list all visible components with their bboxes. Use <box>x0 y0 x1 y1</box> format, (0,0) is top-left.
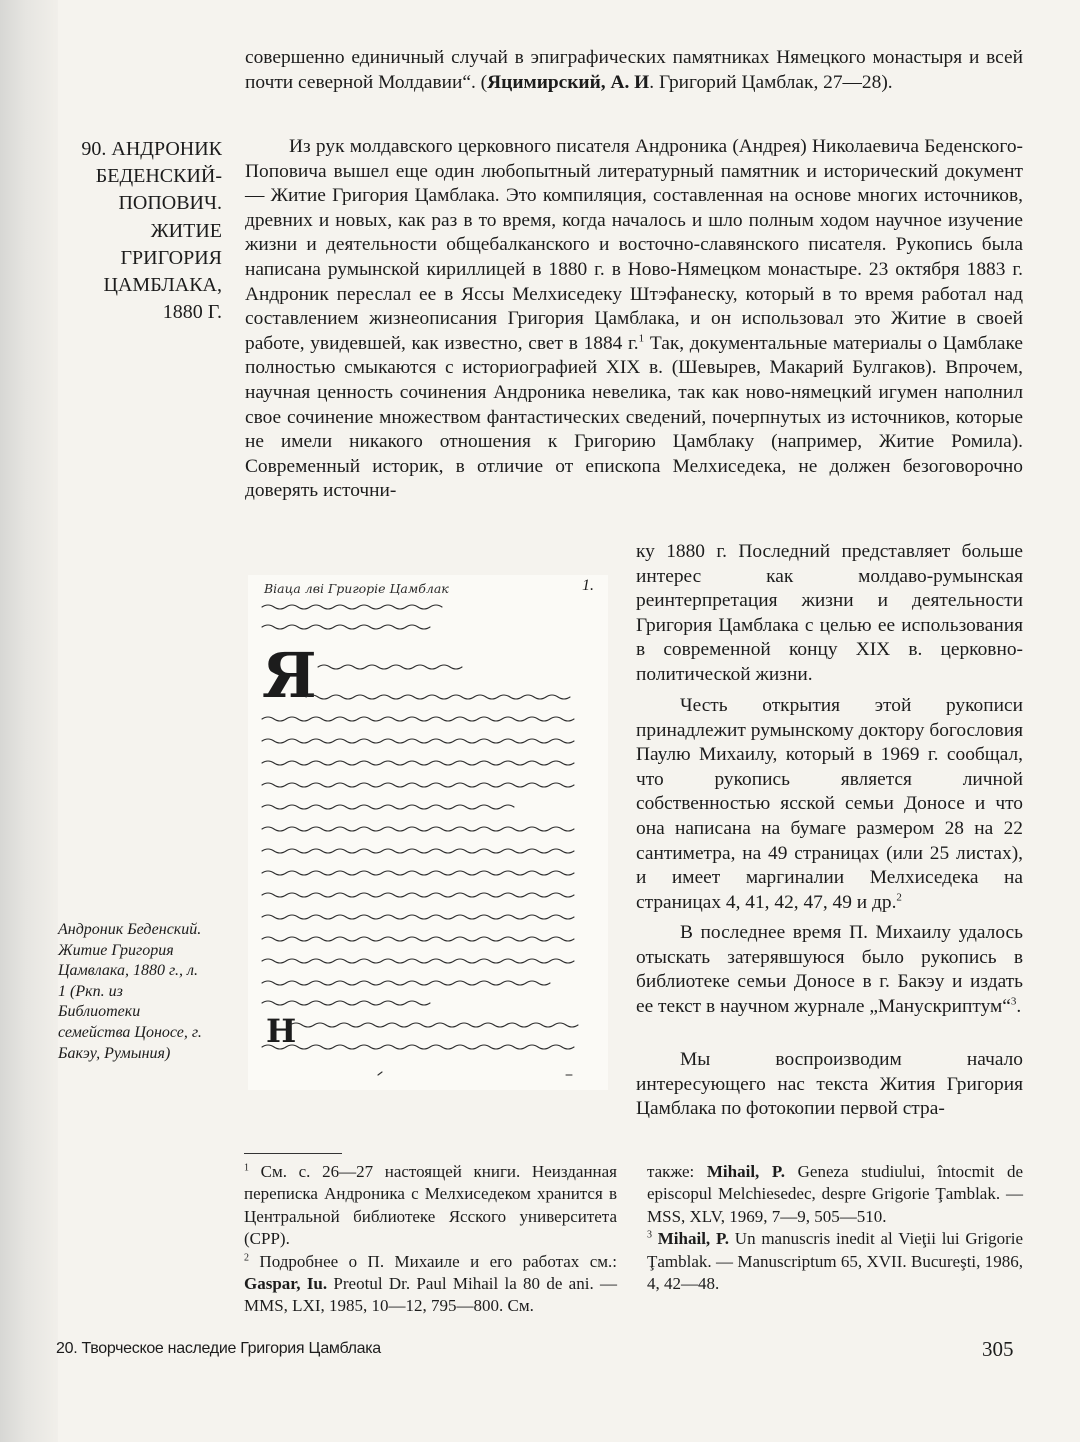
section-heading: 90. АНДРОНИК БЕДЕНСКИЙ- ПОПОВИЧ. ЖИТИЕ ГРИГОРИЯ ЦАМБЛАКА, 1880 Г. <box>81 138 222 324</box>
page-gutter-shadow <box>0 0 58 1442</box>
running-title: 20. Творческое наследие Григория Цамблака <box>56 1340 381 1357</box>
manuscript-title: Віаца лві Григоріе Цамблак <box>264 581 449 596</box>
manuscript-drop-cap-2: Н <box>266 1012 297 1050</box>
footnote-ref-1: 1 <box>638 332 645 345</box>
manuscript-facsimile <box>248 575 608 1090</box>
footnote-ref-2: 2 <box>896 891 902 904</box>
intro-author: Яцимирский, А. И <box>487 71 650 93</box>
manuscript-handwriting <box>248 575 608 1090</box>
footnotes-left: $^1$ См. с. 26—27 настоящей книги. Неизданная переписка Андроника с Мелхиседеком хранится в Центральной библиотеке Ясского университета (СРР). $^2$ Подробнее о П. Михаиле и его работах см.: Gaspar, Iu. Preotul Dr. Paul Mihail la 80 de ani. — MMS, LXI, 1985, 10—12, 795—800. См. <box>244 1162 617 1316</box>
page-number: 305 <box>982 1337 1014 1361</box>
figure-caption: Андроник Беденский. Житие Григория Цамвлака, 1880 г., л. 1 (Ркп. из Библиотеки семейства Цоносе, г. Бакэу, Румыния) <box>58 921 202 1062</box>
manuscript-folio: 1. <box>582 577 594 594</box>
column-paragraph-1: ку 1880 г. Последний представляет больше интерес как молдаво-румынская реинтерпретация жизни и деятельности Григория Цамблака с целью ее использования в современной концу XIX в. церковно-политической жизни. <box>636 541 1023 685</box>
footnote-ref-3: 3 <box>1010 995 1017 1008</box>
footnote-rule <box>244 1153 342 1154</box>
footnotes-right: также: Mihail, P. Geneza studiului, întocmit de episcopul Melchiesedec, despre Grigorie Ţamblak. — MSS, XLV, 1969, 7—9, 505—510. $^3$ Mihail, P. Un manuscris inedit al Vieţii lui Grigorie Ţamblak. — Manuscriptum 65, XVII. Bucureşti, 1986, 4, 42—48. <box>647 1162 1023 1294</box>
intro-paragraph: совершенно единичный случай в эпиграфических памятниках Нямецкого монастыря и всей почти северной Молдавии“. (Яцимирский, А. И. Григорий Цамблак, 27—28). <box>245 47 1023 93</box>
column-paragraph-4: Мы воспроизводим начало интересующего нас текста Жития Григория Цамблака по фотокопии первой стра- <box>636 1049 1023 1120</box>
main-paragraph: Из рук молдавского церковного писателя Андроника (Андрея) Николаевича Беденского-Поповича вышел еще один любопытный литературный памятник и исторический документ — Житие Григория Цамблака. Это компиляция, составленная на основе многих источников, древних и новых, как раз в то время, когда началось и шло полным ходом научное изучение жизни и деятельности общебалканского и восточно-славянского писателя. Рукопись была написана румынской кириллицей в 1880 г. в Ново-Нямецком монастыре. 23 октября 1883 г. Андроник переслал ее в Яссы Мелхиседеку Штэфанеску, который в то время работал над составлением жизнеописания Григория Цамблака, и он использовал это Житие в своей работе, увидевшей, как известно, свет в 1884 г.$^1$ Так, документальные материалы о Цамблаке полностью смыкаются с историографией XIX в. (Шевырев, Макарий Булгаков). Впрочем, научная ценность сочинения Андроника невелика, так как ново-нямецкий игумен наполнил свое сочинение множеством фантастических сведений, почерпнутых из источников, которые не имели никакого отношения к Григорию Цамблаку (например, Житие Ромила). Современный историк, в отличие от епископа Мелхиседека, не должен безоговорочно доверять источни- <box>245 136 1023 502</box>
column-paragraph-3: В последнее время П. Михаилу удалось отыскать затерявшуюся было рукопись в библиотеке семьи Доносе в г. Бакэу и издать ее текст в научном журнале „Манускриптум“$^3$. <box>636 922 1023 1017</box>
manuscript-drop-cap: Я <box>262 639 317 712</box>
column-paragraph-2: Честь открытия этой рукописи принадлежит румынскому доктору богословия Паулю Михаилу, который в 1969 г. сообщал, что рукопись является личной собственностью ясской семьи Доносе и что она написана на бумаге размером 28 на 22 сантиметра, на 49 страницах (или 25 листах), и имеет маргиналии Мелхиседека на страницах 4, 41, 42, 47, 49 и др.$^2$ <box>636 695 1023 913</box>
